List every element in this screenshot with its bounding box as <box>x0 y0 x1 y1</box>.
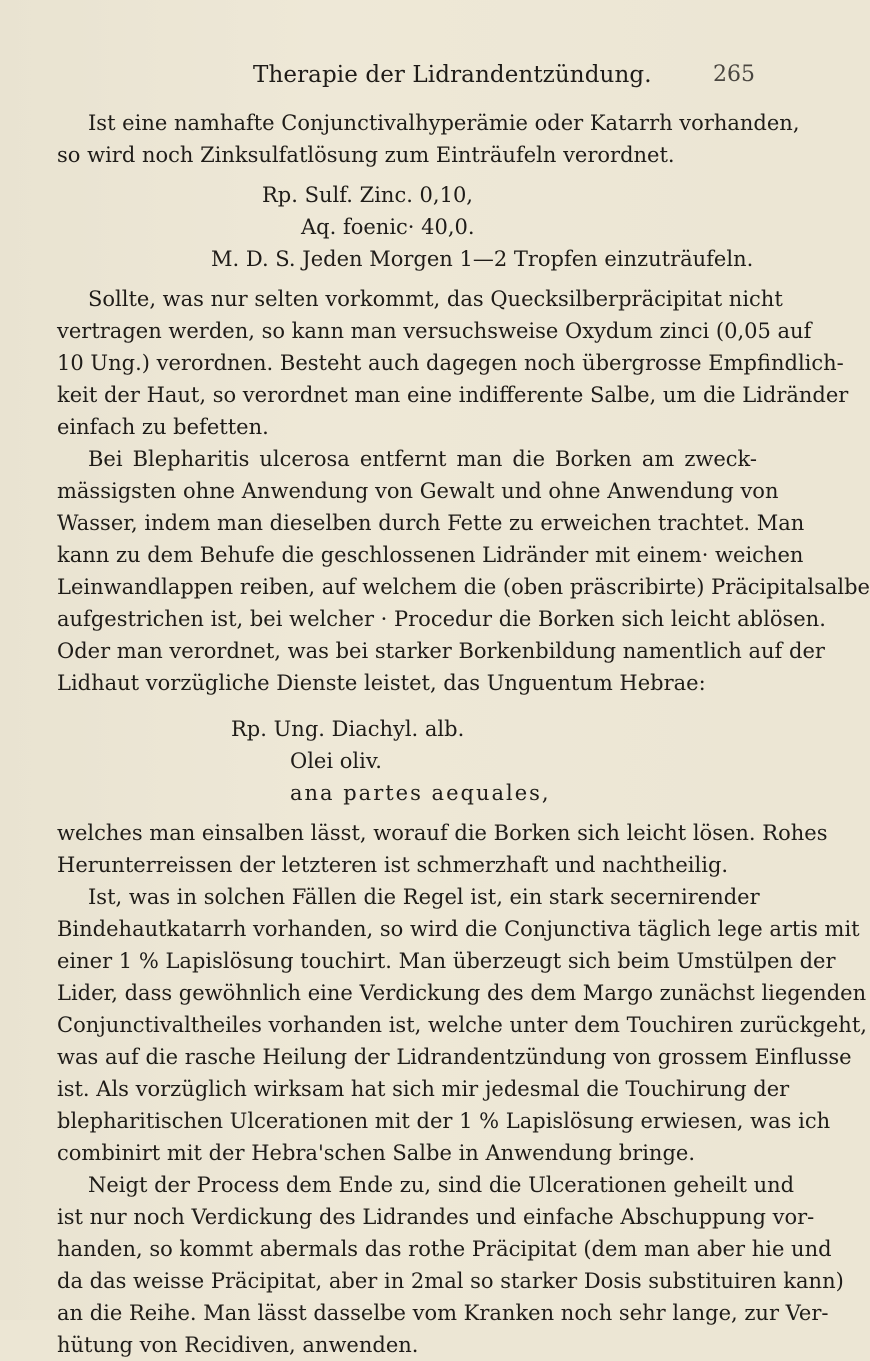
text-line: einfach zu befetten. <box>57 415 269 439</box>
text-line: was auf die rasche Heilung der Lidrandentzündung von grossem Einflusse <box>57 1045 852 1069</box>
text-line: 10 Ung.) verordnen. Besteht auch dagegen noch übergrosse Empfindlich- <box>57 351 844 375</box>
text-line: Ist eine namhafte Conjunctivalhyperämie oder Katarrh vorhanden, <box>88 111 800 135</box>
text-line: an die Reihe. Man lässt dasselbe vom Kranken noch sehr lange, zur Ver- <box>57 1301 829 1325</box>
text-line: aufgestrichen ist, bei welcher · Procedur die Borken sich leicht ablösen. <box>57 607 826 631</box>
text-line: combinirt mit der Hebra'schen Salbe in Anwendung bringe. <box>57 1141 695 1165</box>
text-line: Bei Blepharitis ulcerosa entfernt man die Borken am zweck- <box>88 447 757 471</box>
recipe-line: Aq. foenic· 40,0. <box>301 215 475 239</box>
body-text <box>57 107 870 1361</box>
text-line: Lidhaut vorzügliche Dienste leistet, das Unguentum Hebrae: <box>57 671 706 695</box>
recipe-line: Rp. Ung. Diachyl. alb. <box>231 717 465 741</box>
text-line: Wasser, indem man dieselben durch Fette zu erweichen trachtet. Man <box>57 511 805 535</box>
text-line: einer 1 % Lapislösung touchirt. Man überzeugt sich beim Umstülpen der <box>57 949 836 973</box>
text-line: ist. Als vorzüglich wirksam hat sich mir jedesmal die Touchirung der <box>57 1077 790 1101</box>
text-line: mässigsten ohne Anwendung von Gewalt und ohne Anwendung von <box>57 479 779 503</box>
text-line: blepharitischen Ulcerationen mit der 1 % Lapislösung erwiesen, was ich <box>57 1109 831 1133</box>
text-line: Sollte, was nur selten vorkommt, das Quecksilberpräcipitat nicht <box>88 287 783 311</box>
text-line: Leinwandlappen reiben, auf welchem die (oben präscribirte) Präcipitalsalbe <box>57 575 870 599</box>
page-header <box>0 62 800 98</box>
text-line: Oder man verordnet, was bei starker Borkenbildung namentlich auf der <box>57 639 825 663</box>
page-number: 265 <box>713 62 755 87</box>
text-line: Neigt der Process dem Ende zu, sind die Ulcerationen geheilt und <box>88 1173 795 1197</box>
recipe-line: ana partes aequales, <box>290 781 551 805</box>
text-line: keit der Haut, so verordnet man eine indifferente Salbe, um die Lidränder <box>57 383 849 407</box>
text-line: da das weisse Präcipitat, aber in 2mal so starker Dosis substituiren kann) <box>57 1269 844 1293</box>
text-line: Bindehautkatarrh vorhanden, so wird die Conjunctiva täglich lege artis mit <box>57 917 860 941</box>
text-line: Herunterreissen der letzteren ist schmerzhaft und nachtheilig. <box>57 853 729 877</box>
text-line: so wird noch Zinksulfatlösung zum Einträufeln verordnet. <box>57 143 675 167</box>
text-line: Lider, dass gewöhnlich eine Verdickung des dem Margo zunächst liegenden <box>57 981 867 1005</box>
recipe-line: Rp. Sulf. Zinc. 0,10, <box>262 183 473 207</box>
recipe-line: M. D. S. Jeden Morgen 1—2 Tropfen einzuträufeln. <box>211 247 754 271</box>
text-line: Ist, was in solchen Fällen die Regel ist, ein stark secernirender <box>88 885 760 909</box>
text-line: handen, so kommt abermals das rothe Präcipitat (dem man aber hie und <box>57 1237 832 1261</box>
text-line: welches man einsalben lässt, worauf die Borken sich leicht lösen. Rohes <box>57 821 828 845</box>
text-line: Conjunctivaltheiles vorhanden ist, welche unter dem Touchiren zurückgeht, <box>57 1013 867 1037</box>
text-line: vertragen werden, so kann man versuchsweise Oxydum zinci (0,05 auf <box>57 319 812 343</box>
text-line: hütung von Recidiven, anwenden. <box>57 1333 419 1357</box>
recipe-line: Olei oliv. <box>290 749 382 773</box>
text-line: ist nur noch Verdickung des Lidrandes und einfache Abschuppung vor- <box>57 1205 815 1229</box>
running-title: Therapie der Lidrandentzündung. <box>253 62 652 88</box>
text-line: kann zu dem Behufe die geschlossenen Lidränder mit einem· weichen <box>57 543 804 567</box>
